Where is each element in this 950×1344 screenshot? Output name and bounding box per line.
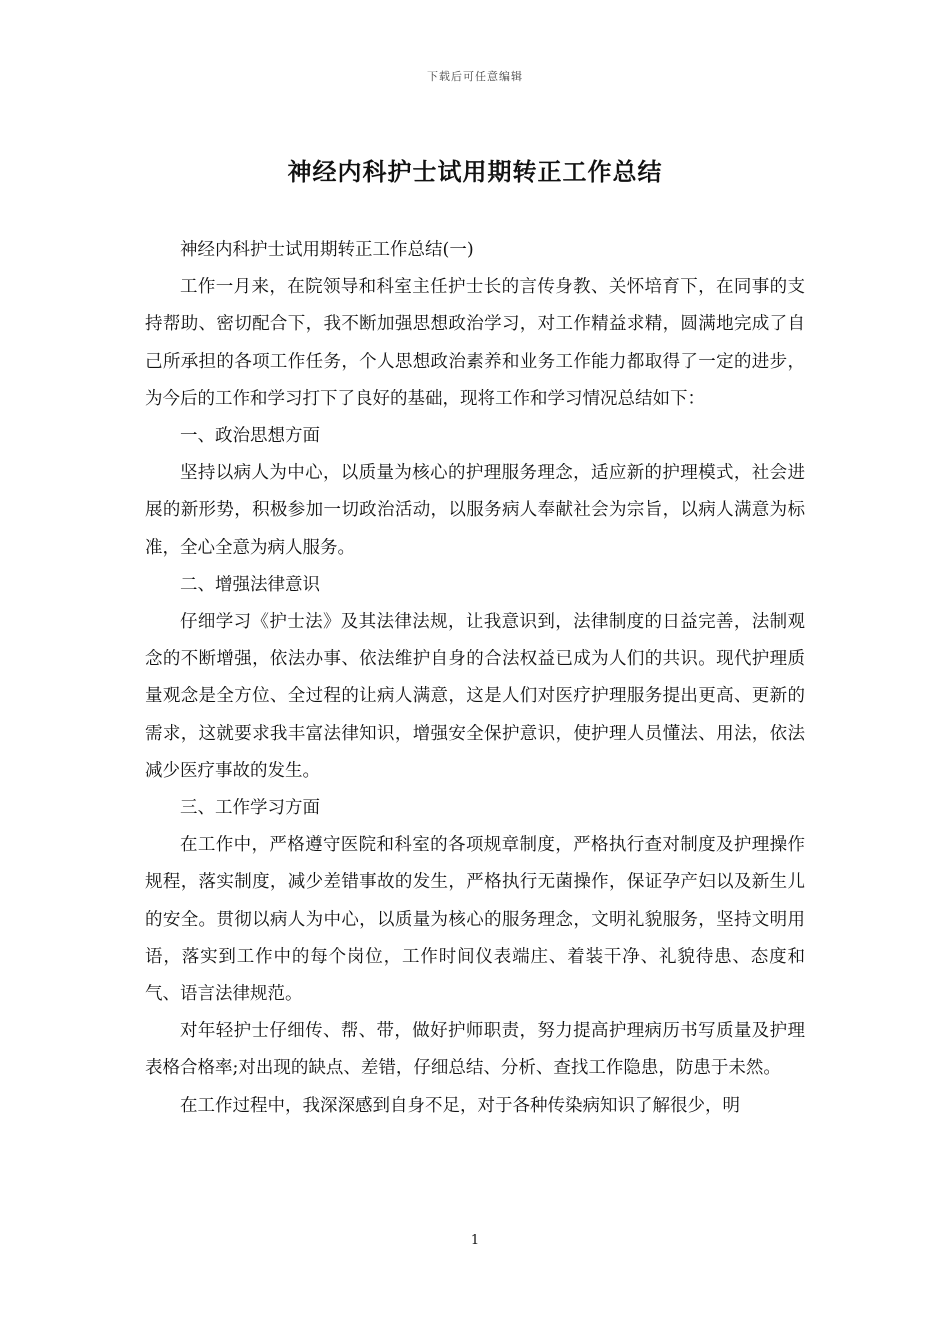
mentoring-paragraph: 对年轻护士仔细传、帮、带，做好护师职责，努力提高护理病历书写质量及护理表格合格率;对出现的缺点、差错，仔细总结、分析、查找工作隐患，防患于未然。 [145, 1021, 805, 1079]
politics-paragraph: 坚持以病人为中心，以质量为核心的护理服务理念，适应新的护理模式，社会进展的新形势，积极参加一切政治活动，以服务病人奉献社会为宗旨，以病人满意为标准，全心全意为病人服务。 [145, 463, 805, 558]
header-note: 下载后可任意编辑 [427, 70, 523, 83]
work-paragraph: 在工作中，严格遵守医院和科室的各项规章制度，严格执行查对制度及护理操作规程，落实制度，减少差错事故的发生，严格执行无菌操作，保证孕产妇以及新生儿的安全。贯彻以病人为中心，以质量为核心的服务理念，文明礼貌服务，坚持文明用语，落实到工作中的每个岗位，工作时间仪表端庄、着装干净、礼貌待患、态度和气、语言法律规范。 [145, 835, 805, 1005]
reflection-paragraph: 在工作过程中，我深深感到自身不足，对于各种传染病知识了解很少，明 [180, 1095, 740, 1116]
section-heading-law: 二、增强法律意识 [180, 574, 320, 595]
document-body [145, 232, 805, 1125]
document-title: 神经内科护士试用期转正工作总结 [287, 158, 663, 186]
section-heading-politics: 一、政治思想方面 [180, 426, 320, 447]
subtitle-paragraph: 神经内科护士试用期转正工作总结(一) [180, 240, 474, 260]
intro-paragraph: 工作一月来，在院领导和科室主任护士长的言传身教、关怀培育下，在同事的支持帮助、密切配合下，我不断加强思想政治学习，对工作精益求精，圆满地完成了自己所承担的各项工作任务，个人思想政治素养和业务工作能力都取得了一定的进步，为今后的工作和学习打下了良好的基础，现将工作和学习情况总结如下： [145, 277, 805, 409]
section-heading-work: 三、工作学习方面 [180, 798, 320, 819]
page-number: 1 [470, 1233, 480, 1248]
law-paragraph: 仔细学习《护士法》及其法律法规，让我意识到，法律制度的日益完善，法制观念的不断增强，依法办事、依法维护自身的合法权益已成为人们的共识。现代护理质量观念是全方位、全过程的让病人满意，这是人们对医疗护理服务提出更高、更新的需求，这就要求我丰富法律知识，增强安全保护意识，使护理人员懂法、用法，依法减少医疗事故的发生。 [145, 612, 805, 781]
